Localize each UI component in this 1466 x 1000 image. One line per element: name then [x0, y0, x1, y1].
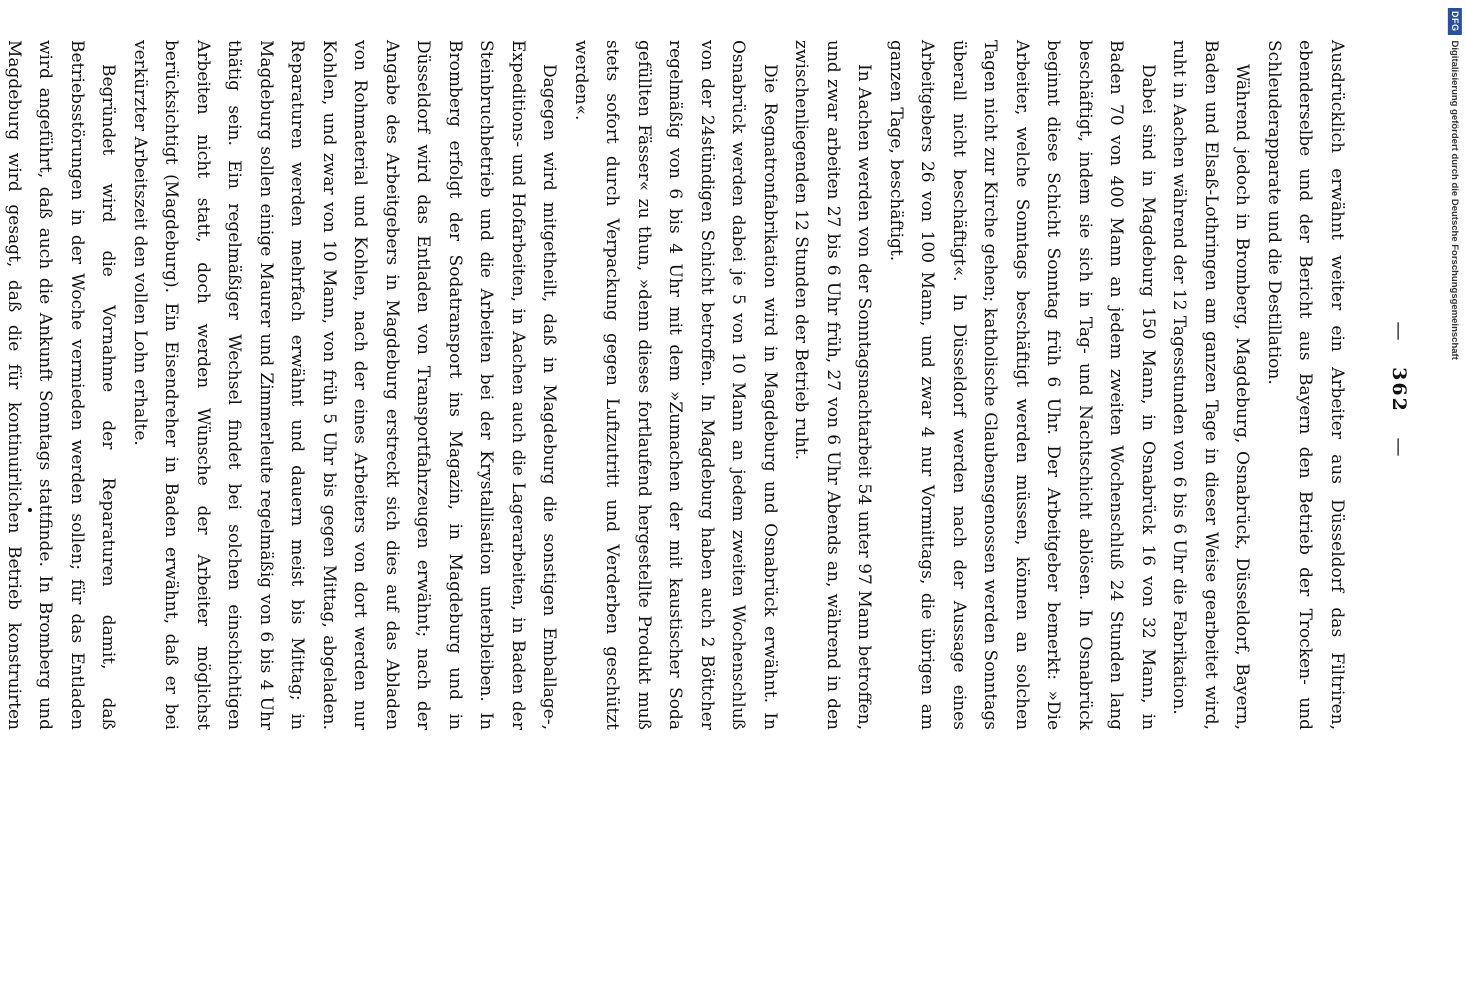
rotated-page [4, 0, 1440, 760]
paragraph: Dabei sind in Magdeburg 150 Mann, in Osnabrück 16 von 32 Mann, in Baden 70 von 400 Mann an jedem zweiten Wochenschluß 24 Stunden lang beschäftigt, indem sie sich in Tag- und Nachtschicht ablösen. In Osnabrück beginnt diese Schicht Sonntag früh 6 Uhr. Der Arbeitgeber bemerkt: »Die Arbeiter, welche Sonntags beschäftigt werden müssen, können an solchen Tagen nicht zur Kirche gehen; katholische Glaubensgenossen werden Sonntags überall nicht beschäftigt«. In Düsseldorf werden nach der Aussage eines Arbeitgebers 26 von 100 Mann, und zwar 4 nur Vormittags, die übrigen am ganzen Tage, beschäftigt. [886, 40, 1158, 730]
funding-note [1448, 8, 1462, 360]
paragraph: Ausdrücklich erwähnt weiter ein Arbeiter aus Düsseldorf das Filtriren, ebenderselbe und der Bericht aus Bayern den Betrieb der Trocken- und Schleuderapparate und die Destillation. [1264, 40, 1347, 730]
body-text [0, 40, 1352, 730]
paragraph: Während jedoch in Bromberg, Magdeburg, Osnabrück, Düsseldorf, Bayern, Baden und Elsaß-Lothringen am ganzen Tage in dieser Weise gearbeitet wird, ruht in Aachen während der 12 Tagesstunden von 6 bis 6 Uhr die Fabrikation. [1169, 40, 1253, 730]
paragraph: In Aachen werden von der Sonntagsnachtarbeit 54 unter 97 Mann betroffen, und zwar arbeiten 27 bis 6 Uhr früh, 27 von 6 Uhr Abends an, während in den zwischenliegenden 12 Stunden der Betrieb ruht. [791, 40, 875, 730]
scan-speck [28, 508, 32, 512]
dfg-logo: DFG [1448, 8, 1462, 35]
page-number: 362 [1388, 367, 1410, 413]
header-dash-left: — [1388, 321, 1410, 343]
funding-text: Digitalisierung gefördert durch die Deutsche Forschungsgemeinschaft [1449, 40, 1461, 360]
paragraph: Begründet wird die Vornahme der Reparaturen damit, daß Betriebsstörungen in der Woche vermieden werden sollen; für das Entladen wird angeführt, daß auch die Ankunft Sonntags stattfinde. In Bromberg und Magdeburg wird gesagt, daß die für kontinuirlichen Betrieb konstruirten [4, 40, 119, 730]
page-header [1388, 40, 1410, 740]
paragraph: Die Regnatronfabrikation wird in Magdeburg und Osnabrück erwähnt. In Osnabrück werden dabei je 5 von 10 Mann an jedem zweiten Wochenschluß von der 24stündigen Schicht betroffen. In Magdeburg haben auch 2 Böttcher regelmäßig von 6 bis 4 Uhr mit dem »Zumachen der mit kaustischer Soda gefüllten Fässer« zu thun, »denn dieses fortlaufend hergestellte Produkt muß stets sofort durch Verpackung gegen Luftzutritt und Verderben geschützt werden«. [571, 40, 780, 730]
paragraph: Dagegen wird mitgetheilt, daß in Magdeburg die sonstigen Emballage-, Expeditions- und Hofarbeiten, in Aachen auch die Lagerarbeiten, in Baden der Steinbruchbetrieb und die Arbeiten bei der Krystallisation unterbleiben. In Bromberg erfolgt der Sodatransport ins Magazin, in Magdeburg und in Düsseldorf wird das Entladen von Transportfahrzeugen erwähnt; nach der Angabe des Arbeitgebers in Magdeburg erstreckt sich dies auf das Abladen von Rohmaterial und Kohlen, nach der eines Arbeiters von dort werden nur Kohlen, und zwar von 10 Mann, von früh 5 Uhr bis gegen Mittag, abgeladen. Reparaturen werden mehrfach erwähnt und dauern meist bis Mittag; in Magdeburg sollen einige Maurer und Zimmerleute regelmäßig von 6 bis 4 Uhr thätig sein. Ein regelmäßiger Wechsel findet bei solchen einschichtigen Arbeiten nicht statt, doch werden Wünsche der Arbeiter möglichst berücksichtigt (Magdeburg). Ein Eisendreher in Baden erwähnt, daß er bei verkürzter Arbeitszeit den vollen Lohn erhalte. [130, 40, 560, 730]
header-dash-right: — [1388, 437, 1410, 459]
